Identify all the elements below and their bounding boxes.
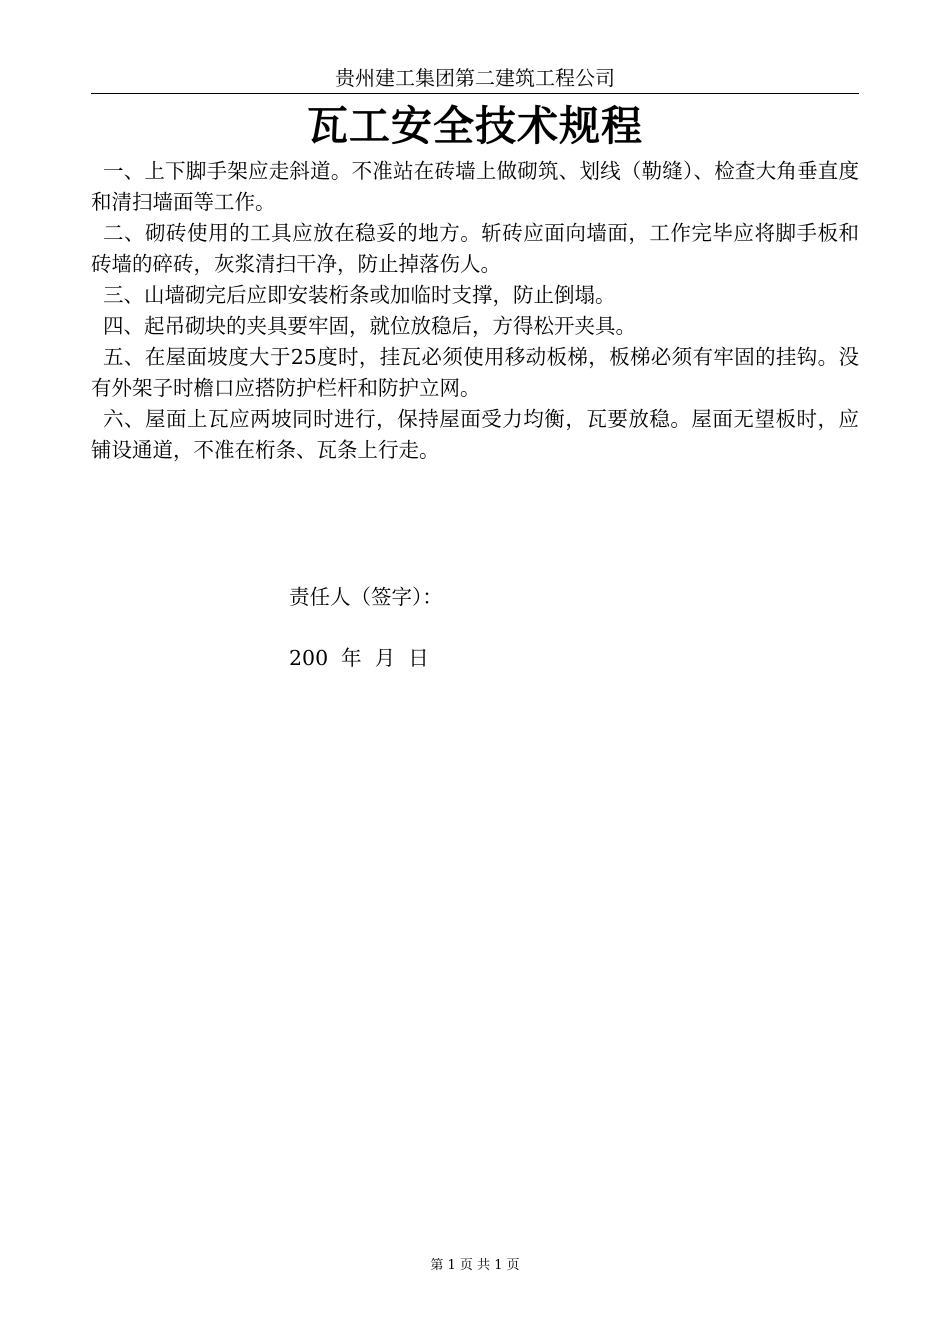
- rule-item-2: 二、砌砖使用的工具应放在稳妥的地方。斩砖应面向墙面，工作完毕应将脚手板和砖墙的碎砖，灰浆清扫干净，防止掉落伤人。: [91, 221, 859, 276]
- company-name: 贵州建工集团第二建筑工程公司: [335, 66, 615, 90]
- page-footer: [0, 1256, 950, 1276]
- signature-label: 责任人（签字）：: [289, 585, 443, 609]
- rule-item-6: 六、屋面上瓦应两坡同时进行，保持屋面受力均衡，瓦要放稳。屋面无望板时，应铺设通道，不准在桁条、瓦条上行走。: [91, 407, 859, 462]
- page-header: [91, 64, 859, 94]
- rule-item-4: 四、起吊砌块的夹具要牢固，就位放稳后，方得松开夹具。: [103, 314, 636, 338]
- rules-list: [91, 156, 859, 466]
- rule-item-1: 一、上下脚手架应走斜道。不准站在砖墙上做砌筑、划线（勒缝）、检查大角垂直度和清扫墙面等工作。: [91, 159, 859, 214]
- rule-item-5: 五、在屋面坡度大于25度时，挂瓦必须使用移动板梯，板梯必须有牢固的挂钩。没有外架子时檐口应搭防护栏杆和防护立网。: [91, 345, 859, 400]
- rule-item-3: 三、山墙砌完后应即安装桁条或加临时支撑，防止倒塌。: [103, 283, 616, 307]
- page-number: 第 1 页 共 1 页: [430, 1258, 520, 1273]
- document-title: 瓦工安全技术规程: [307, 102, 643, 150]
- date-line: 200 年 月 日: [289, 646, 429, 670]
